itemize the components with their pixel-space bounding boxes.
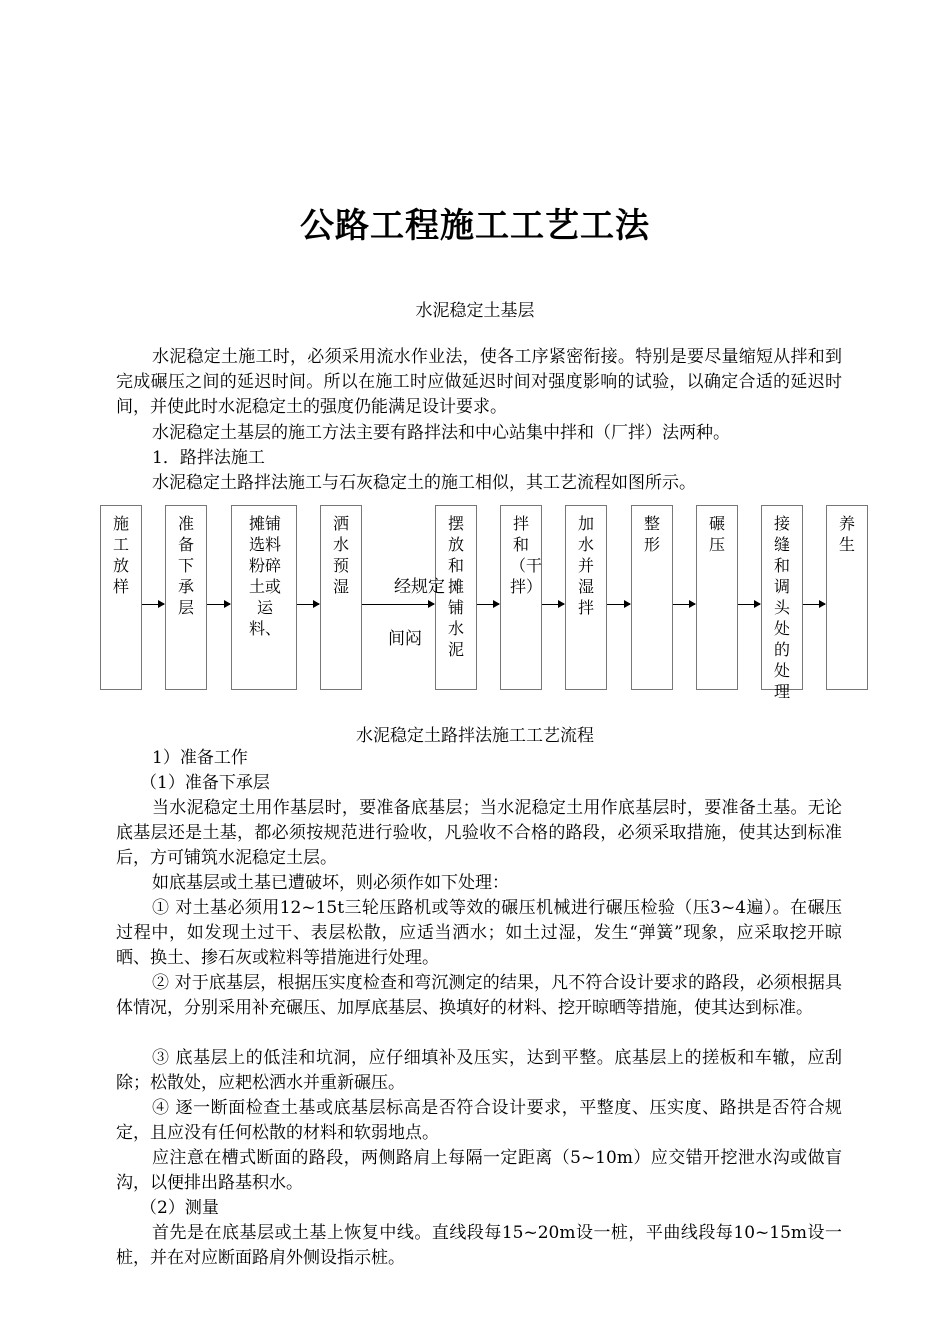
flow-step-5: 摆放和摊铺水泥 bbox=[447, 514, 464, 659]
body-paragraph-2: 如底基层或土基已遭破坏，则必须作如下处理： bbox=[152, 873, 509, 893]
section-heading-road-mixing: 1．路拌法施工 bbox=[152, 448, 265, 468]
body-paragraph-4: ② 对于底基层，根据压实度检查和弯沉测定的结果，凡不符合设计要求的路段，必须根据具体情况，分别采用补充碾压、加厚底基层、换填好的材料、挖开晾晒等措施，使其达到标准。 bbox=[116, 973, 842, 1018]
body-paragraph-7: 应注意在槽式断面的路段，两侧路肩上每隔一定距离（5~10m）应交错开挖泄水沟或做盲沟，以便排出路基积水。 bbox=[116, 1148, 842, 1193]
flow-arrow-9 bbox=[738, 604, 760, 605]
body-paragraph-5: ③ 底基层上的低洼和坑洞，应仔细填补及压实，达到平整。底基层上的搓板和车辙，应刮除；松散处，应耙松洒水并重新碾压。 bbox=[116, 1048, 842, 1093]
flow-note-1: 经规定 bbox=[394, 577, 445, 597]
flow-arrow-5 bbox=[477, 604, 499, 605]
heading-survey: （2）测量 bbox=[140, 1198, 219, 1218]
intro-paragraph-1: 水泥稳定土施工时，必须采用流水作业法，使各工序紧密衔接。特别是要尽量缩短从拌和到完成碾压之间的延迟时间。所以在施工时应做延迟时间对强度影响的试验，以确定合适的延迟时间，并使此时水泥稳定土的强度仍能满足设计要求。 bbox=[116, 347, 842, 417]
heading-prepare-base: （1）准备下承层 bbox=[140, 773, 270, 793]
flow-arrow-1 bbox=[142, 604, 164, 605]
flow-arrow-2 bbox=[207, 604, 230, 605]
flow-step-2: 准备下承层 bbox=[177, 514, 194, 617]
section-subtitle: 水泥稳定土基层 bbox=[415, 301, 535, 321]
flow-arrow-8 bbox=[673, 604, 695, 605]
flow-step-7: 加水并湿拌 bbox=[577, 514, 594, 617]
body-paragraph-1: 当水泥稳定土用作基层时，要准备底基层；当水泥稳定土用作底基层时，要准备土基。无论底基层还是土基，都必须按规范进行验收，凡验收不合格的路段，必须采取措施，使其达到标准后，方可铺筑水泥稳定土层。 bbox=[116, 798, 842, 868]
body-paragraph-8: 首先是在底基层或土基上恢复中线。直线段每15~20m设一桩，平曲线段每10~15m设一桩，并在对应断面路肩外侧设指示桩。 bbox=[116, 1223, 842, 1268]
intro-paragraph-2: 水泥稳定土基层的施工方法主要有路拌法和中心站集中拌和（厂拌）法两种。 bbox=[152, 423, 730, 443]
heading-preparation: 1）准备工作 bbox=[152, 748, 248, 768]
figure-caption: 水泥稳定土路拌法施工工艺流程 bbox=[356, 726, 594, 746]
flow-step-9: 碾压 bbox=[708, 514, 725, 554]
flow-step-1: 施工放样 bbox=[112, 514, 129, 596]
flow-step-11: 养生 bbox=[838, 514, 855, 554]
body-paragraph-3: ① 对土基必须用12~15t三轮压路机或等效的碾压机械进行碾压检验（压3~4遍）。在碾压过程中，如发现土过干、表层松散，应适当洒水；如土过湿，发生“弹簧”现象，应采取挖开晾晒、换土、掺石灰或粒料等措施进行处理。 bbox=[116, 898, 842, 968]
flow-step-10: 接缝和调头处的处理 bbox=[773, 514, 790, 701]
body-paragraph-6: ④ 逐一断面检查土基或底基层标高是否符合设计要求，平整度、压实度、路拱是否符合规定，且应没有任何松散的材料和软弱地点。 bbox=[116, 1098, 842, 1143]
flow-arrow-7 bbox=[607, 604, 630, 605]
intro-paragraph-3: 水泥稳定土路拌法施工与石灰稳定土的施工相似，其工艺流程如图所示。 bbox=[152, 473, 696, 493]
flow-step-6: 拌和（干拌） bbox=[510, 514, 543, 596]
flow-step-8: 整形 bbox=[643, 514, 660, 554]
flow-arrow-6 bbox=[542, 604, 564, 605]
document-title: 公路工程施工工艺工法 bbox=[300, 206, 650, 246]
flow-note-2: 间闷 bbox=[388, 629, 422, 649]
flow-arrow-4 bbox=[362, 604, 434, 605]
flow-step-3: 摊铺选料粉碎土或运料、 bbox=[248, 514, 281, 638]
flow-step-4: 洒水预湿 bbox=[332, 514, 349, 596]
flow-arrow-3 bbox=[297, 604, 319, 605]
flow-arrow-10 bbox=[803, 604, 825, 605]
